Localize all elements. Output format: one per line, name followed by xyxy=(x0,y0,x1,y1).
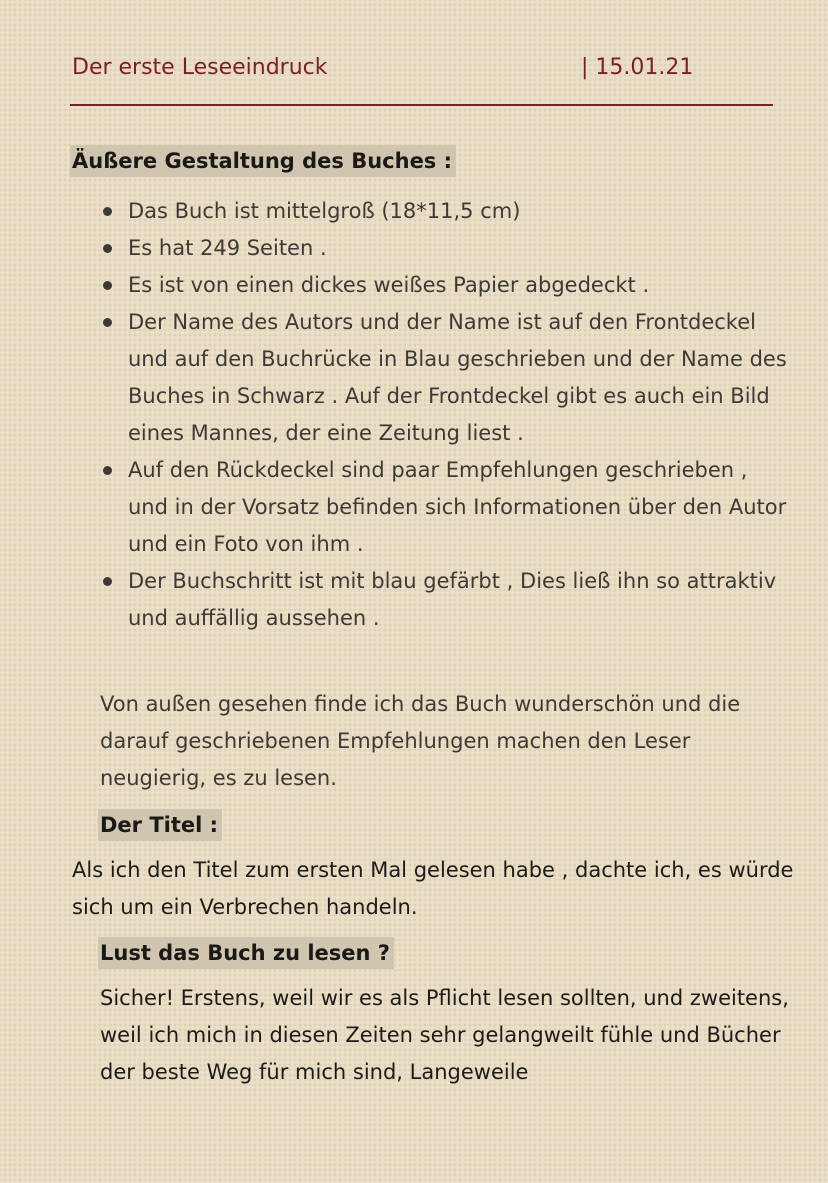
section-heading-desire: Lust das Buch zu lesen ? xyxy=(98,937,394,969)
appearance-bullet-list xyxy=(100,193,790,637)
page-date: | 15.01.21 xyxy=(581,55,694,80)
bullet-icon xyxy=(103,281,112,290)
bullet-text: Der Buchschritt ist mit blau gefärbt , Dies ließ ihn so attraktiv und auffällig aussehen . xyxy=(128,569,777,630)
bullet-icon xyxy=(103,318,112,327)
section-heading-appearance: Äußere Gestaltung des Buches : xyxy=(70,145,456,177)
bullet-icon xyxy=(103,577,112,586)
desire-paragraph: Sicher! Erstens, weil wir es als Pflicht lesen sollten, und zweitens, weil ich mich in diesen Zeiten sehr gelangweilt fühle und Bücher der beste Weg für mich sind, Langeweile xyxy=(100,986,789,1084)
bullet-icon xyxy=(103,207,112,216)
header-divider xyxy=(70,104,773,106)
bullet-item xyxy=(100,193,790,230)
bullet-text: Das Buch ist mittelgroß (18*11,5 cm) xyxy=(128,199,521,223)
bullet-item xyxy=(100,563,790,637)
bullet-item xyxy=(100,452,790,563)
bullet-item xyxy=(100,230,790,267)
title-paragraph: Als ich den Titel zum ersten Mal gelesen habe , dachte ich, es würde sich um ein Verbrechen handeln. xyxy=(72,858,794,919)
bullet-text: Es hat 249 Seiten . xyxy=(128,236,327,260)
section-heading-title: Der Titel : xyxy=(98,809,222,841)
bullet-item xyxy=(100,267,790,304)
bullet-text: Auf den Rückdeckel sind paar Empfehlungen geschrieben , und in der Vorsatz befinden sich Informationen über den Autor und ein Foto von ihm . xyxy=(128,458,787,556)
bullet-icon xyxy=(103,466,112,475)
bullet-item xyxy=(100,304,790,452)
bullet-icon xyxy=(103,244,112,253)
bullet-text: Der Name des Autors und der Name ist auf den Frontdeckel und auf den Buchrücke in Blau geschrieben und der Name des Buches in Schwarz . Auf der Frontdeckel gibt es auch ein Bild eines Mannes, der eine Zeitung liest . xyxy=(128,310,787,445)
page-title: Der erste Leseeindruck xyxy=(72,55,328,80)
bullet-text: Es ist von einen dickes weißes Papier abgedeckt . xyxy=(128,273,650,297)
appearance-summary: Von außen gesehen finde ich das Buch wunderschön und die darauf geschriebenen Empfehlungen machen den Leser neugierig, es zu lesen. xyxy=(100,692,741,790)
